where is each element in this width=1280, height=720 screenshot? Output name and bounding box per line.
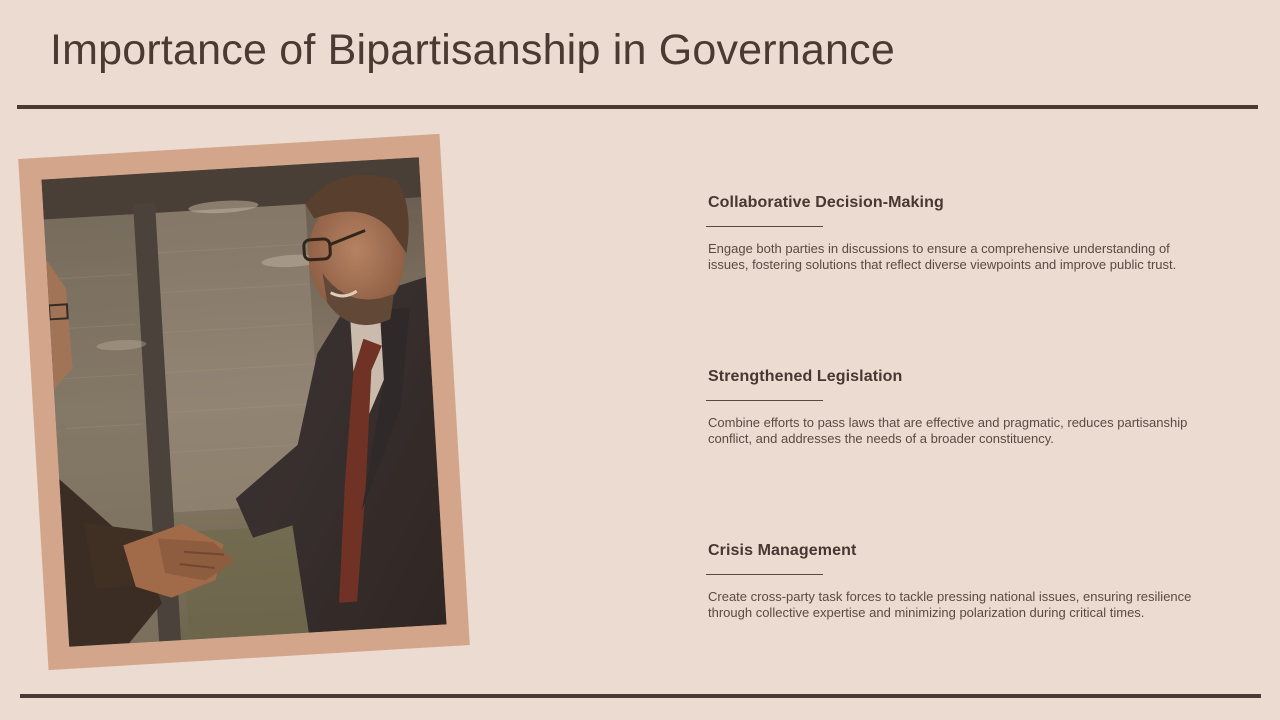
item-underline bbox=[706, 226, 823, 227]
item-heading: Collaborative Decision-Making bbox=[708, 194, 944, 211]
handshake-photo bbox=[41, 157, 446, 647]
photo-frame bbox=[18, 134, 470, 670]
item-heading: Strengthened Legislation bbox=[708, 368, 903, 385]
bottom-divider bbox=[20, 694, 1261, 698]
item-underline bbox=[706, 400, 823, 401]
item-body: Combine efforts to pass laws that are effective and pragmatic, reduces partisanship conflict, and addresses the needs of a broader constituency. bbox=[708, 415, 1188, 446]
item-heading: Crisis Management bbox=[708, 542, 857, 559]
item-strengthened-legislation bbox=[708, 368, 1208, 447]
slide-title: Importance of Bipartisanship in Governance bbox=[50, 26, 895, 74]
item-body: Create cross-party task forces to tackle pressing national issues, ensuring resilience through collective expertise and minimizing polarization during critical times. bbox=[708, 589, 1192, 620]
item-crisis-management bbox=[708, 542, 1208, 621]
item-underline bbox=[706, 574, 823, 575]
item-collaborative-decision-making bbox=[708, 194, 1208, 273]
top-divider bbox=[17, 105, 1258, 109]
item-body: Engage both parties in discussions to ensure a comprehensive understanding of issues, fostering solutions that reflect diverse viewpoints and improve public trust. bbox=[708, 241, 1177, 272]
